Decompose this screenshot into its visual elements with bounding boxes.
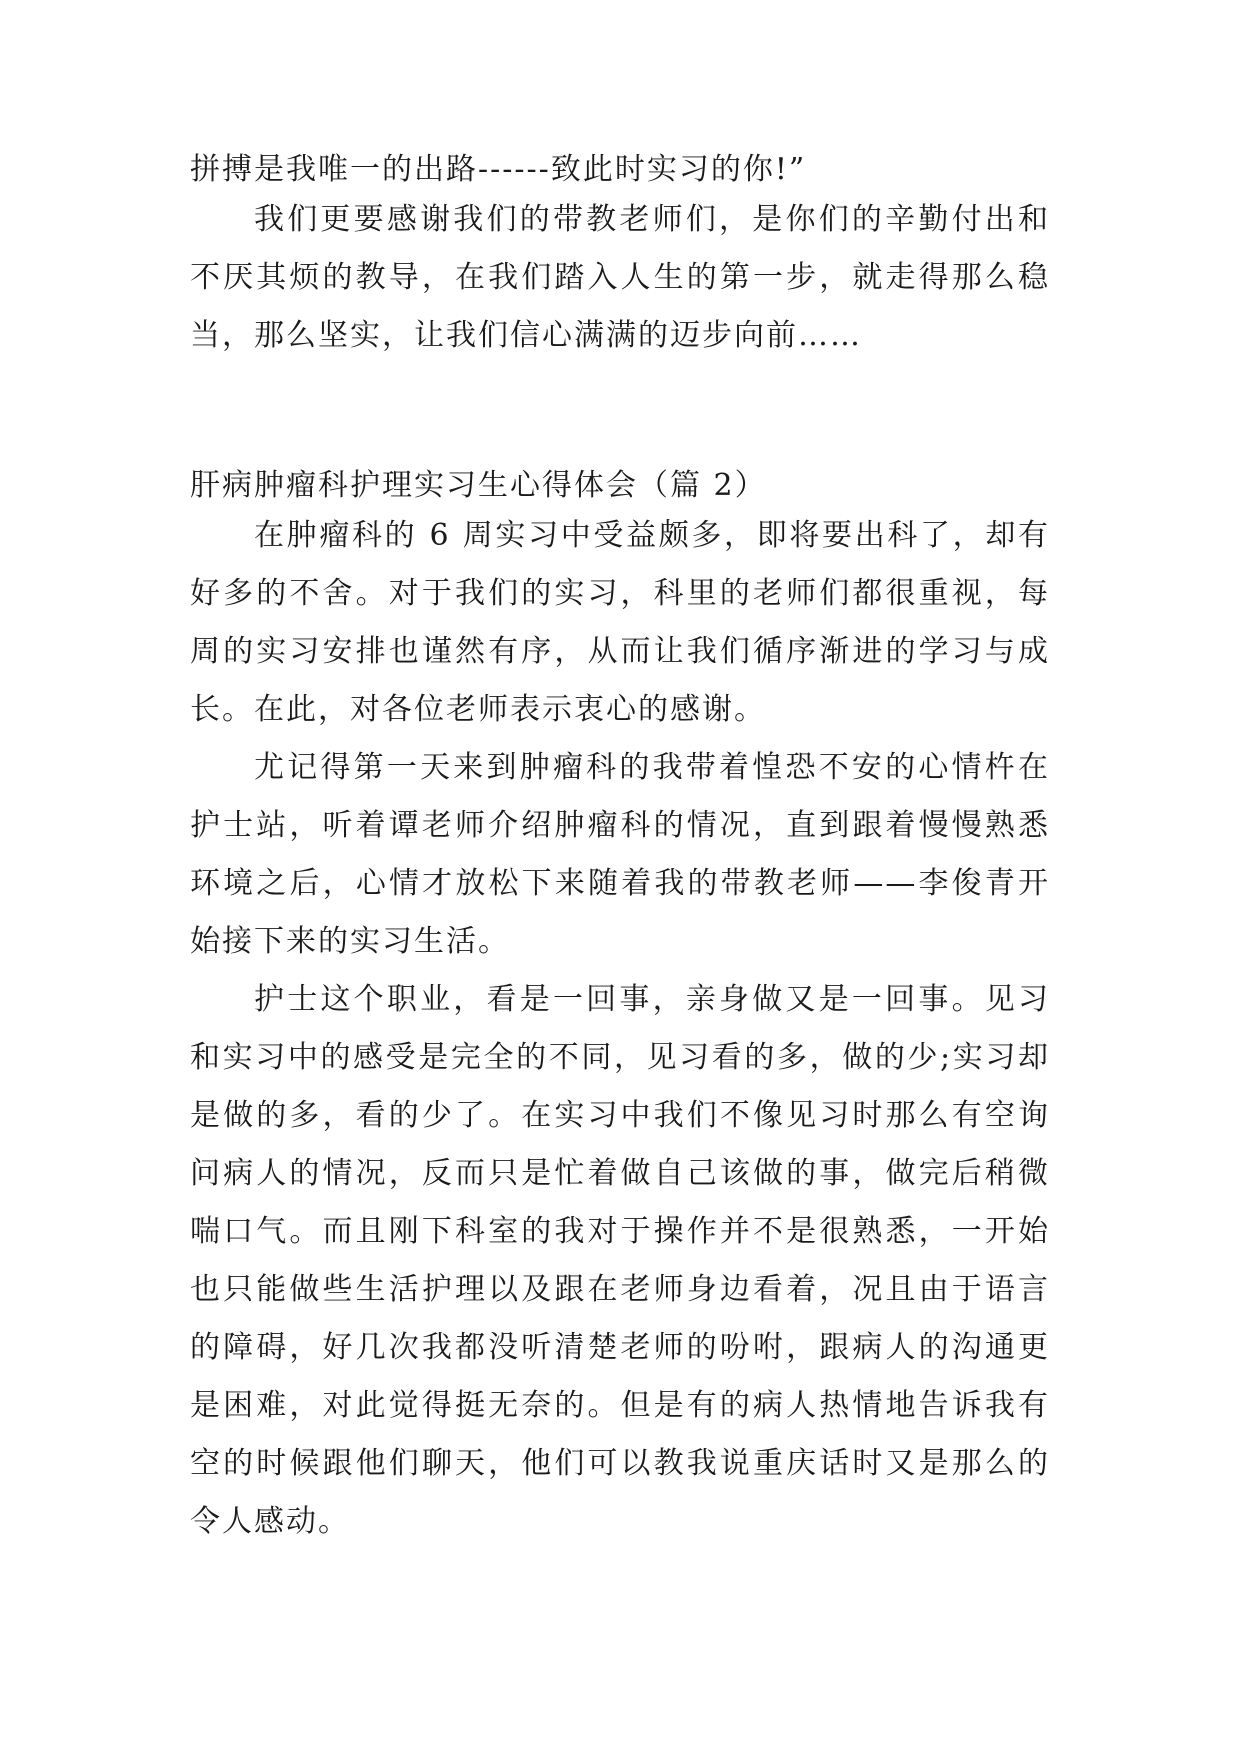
paragraph-1: 在肿瘤科的 6 周实习中受益颇多，即将要出科了，却有好多的不舍。对于我们的实习，科里的老师们都很重视，每周的实习安排也谨然有序，从而让我们循序渐进的学习与成长。在此，对各位老师表示衷心的感谢。 [190, 518, 1050, 727]
continuation-line: 拼搏是我唯一的出路------致此时实习的你!” [190, 152, 807, 187]
paragraph-3: 护士这个职业，看是一回事，亲身做又是一回事。见习和实习中的感受是完全的不同，见习看的多，做的少;实习却是做的多，看的少了。在实习中我们不像见习时那么有空询问病人的情况，反而只是忙着做自己该做的事，做完后稍微喘口气。而且刚下科室的我对于操作并不是很熟悉，一开始也只能做些生活护理以及跟在老师身边看着，况且由于语言的障碍，好几次我都没听清楚老师的吩咐，跟病人的沟通更是困难，对此觉得挺无奈的。但是有的病人热情地告诉我有空的时候跟他们聊天，他们可以教我说重庆话时又是那么的令人感动。 [190, 982, 1050, 1539]
paragraph-thanks: 我们更要感谢我们的带教老师们，是你们的辛勤付出和不厌其烦的教导，在我们踏入人生的第一步，就走得那么稳当，那么坚实，让我们信心满满的迈步向前…… [190, 202, 1050, 353]
paragraph-2: 尤记得第一天来到肿瘤科的我带着惶恐不安的心情杵在护士站，听着谭老师介绍肿瘤科的情况，直到跟着慢慢熟悉环境之后，心情才放松下来随着我的带教老师——李俊青开始接下来的实习生活。 [190, 750, 1050, 959]
section-title: 肝病肿瘤科护理实习生心得体会（篇 2） [190, 468, 767, 503]
